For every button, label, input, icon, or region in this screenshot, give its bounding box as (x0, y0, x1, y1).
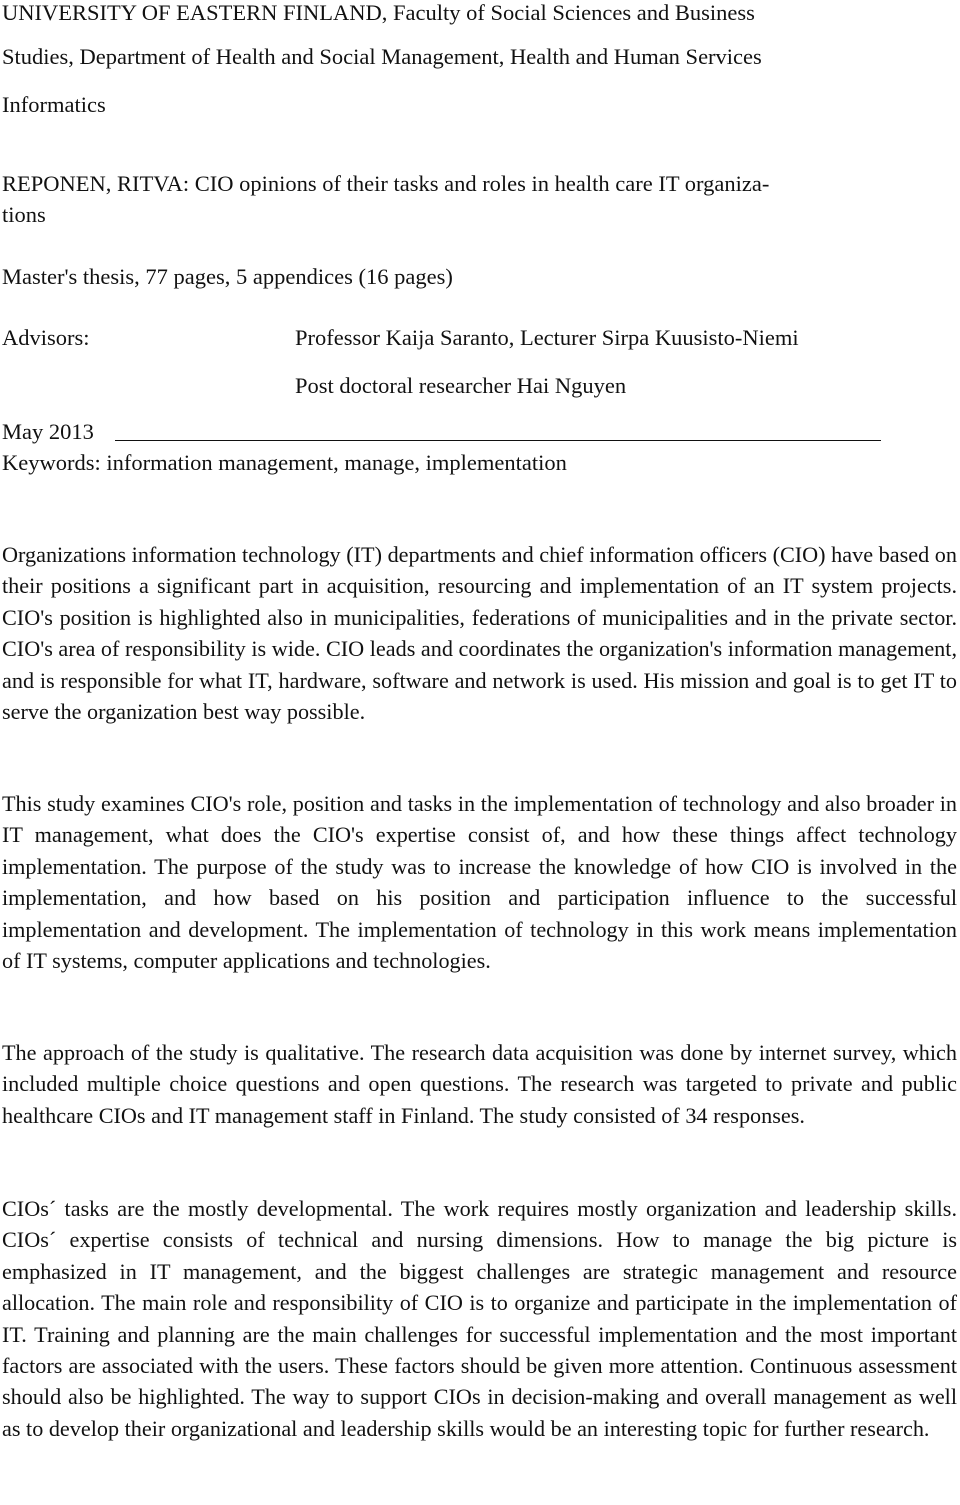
abstract-paragraph-2: This study examines CIO's role, position and tasks in the implementation of technology and also broader in IT management, what does the CIO's expertise consist of, and how these things affect technology implementation. The purpose of the study was to increase the knowledge of how CIO is involved in the implementation, and how based on his position and participation influence to the successful implementation and development. The implementation of technology in this work means implementation of IT systems, computer applications and technologies. (2, 791, 957, 974)
abstract-paragraph-3: The approach of the study is qualitative. The research data acquisition was done by internet survey, which included multiple choice questions and open questions. The research was targeted to private and public healthcare CIOs and IT management staff in Finland. The study consisted of 34 responses. (2, 1040, 957, 1128)
date-rule-divider (115, 440, 881, 441)
abstract-paragraph-4: CIOs´ tasks are the mostly developmental. The work requires mostly organization and leadership skills. CIOs´ expertise consists of technical and nursing dimensions. How to manage the big picture is emphasized in IT management, and the biggest challenges are strategic management and resource allocation. The main role and responsibility of CIO is to organize and participate in the implementation of IT. Training and planning are the main challenges for successful implementation and the most important factors are associated with the users. These factors should be given more attention. Continuous assessment should also be highlighted. The way to support CIOs in decision-making and overall management as well as to develop their organizational and leadership skills would be an interesting topic for further research. (2, 1196, 957, 1441)
thesis-date: May 2013 (2, 419, 94, 444)
abstract-paragraph-1: Organizations information technology (IT) departments and chief information officers (CIO) have based on their positions a significant part in acquisition, resourcing and implementation of an IT system projects. CIO's position is highlighted also in municipalities, federations of municipalities and in the private sector. CIO's area of responsibility is wide. CIO leads and coordinates the organization's information management, and is responsible for what IT, hardware, software and network is used. His mission and goal is to get IT to serve the organization best way possible. (2, 542, 957, 725)
thesis-title-line-1: REPONEN, RITVA: CIO opinions of their tasks and roles in health care IT organiza- (2, 171, 770, 196)
advisors-line-2: Post doctoral researcher Hai Nguyen (295, 373, 627, 398)
institution-line-3: Informatics (2, 92, 106, 117)
keywords-line: Keywords: information management, manage, implementation (2, 450, 567, 475)
advisors-line-1: Professor Kaija Saranto, Lecturer Sirpa Kuusisto-Niemi (295, 325, 799, 350)
institution-line-2: Studies, Department of Health and Social Management, Health and Human Services (2, 44, 762, 69)
institution-line-1: UNIVERSITY OF EASTERN FINLAND, Faculty of Social Sciences and Business (2, 0, 755, 25)
thesis-type-info: Master's thesis, 77 pages, 5 appendices (16 pages) (2, 264, 453, 289)
advisors-label: Advisors: (2, 325, 90, 350)
thesis-title-line-2: tions (2, 202, 46, 227)
